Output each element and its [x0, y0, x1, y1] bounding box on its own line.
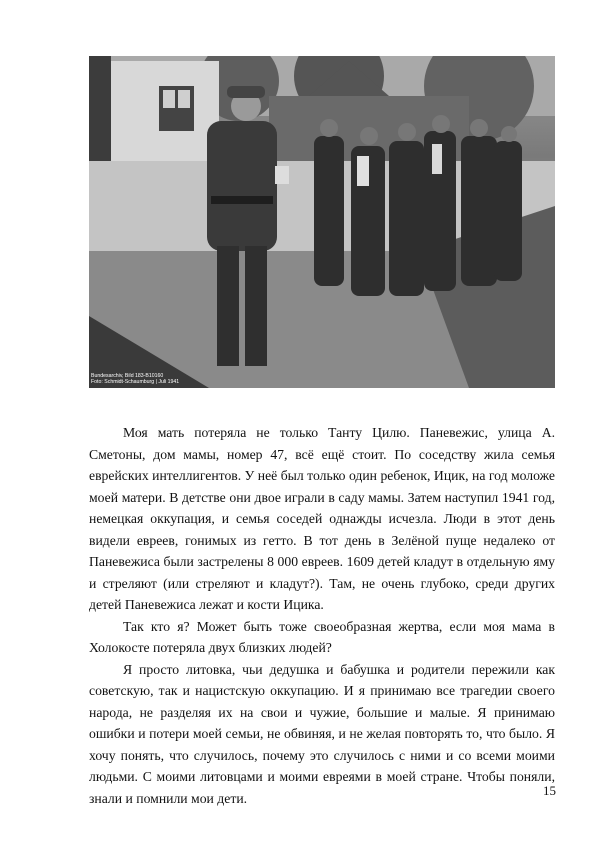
paragraph-3: Я просто литовка, чьи дедушка и бабушка и родители пережили как советскую, так и нацистскую оккупацию. И я принимаю все трагедии своего народа, не разделяя их на свои и чужие, большие и малые. Я принимаю ошибки и потери моей семьи, не обвиняя, и не желая повторять то, что было. Я хочу понять, что случилось, почему это случилось с ними и со всеми моими людьми. С моими литовцами и моими евреями в моей стране. Чтобы поняли, знали и помнили мои дети. [89, 661, 555, 806]
paragraph-1: Моя мать потеряла не только Танту Цилю. Паневежис, улица А. Сметоны, дом мамы, номер 47, всё ещё стоит. По соседству жила семья еврейских интеллигентов. У неё был только один ребенок, Ицик, на год моложе моей матери. В детстве они двое играли в саду мамы. Затем наступил 1941 год, немецкая оккупация, и семья соседей однажды исчезла. Люди в этот день видели евреев, гонимых из гетто. В тот день в Зелёной пуще недалеко от Паневежиса были застрелены 8 000 евреев. 1609 детей кладут в отдельную яму и стреляют (или стреляют и кладут?). Там, не очень глубоко, среди других детей Паневежиса лежат и кости Ицика. [89, 425, 555, 612]
photo-illustration [89, 56, 555, 388]
photo-caption-line-2: Foto: Schmidt-Schaumburg | Juli 1941 [91, 379, 180, 385]
photo-caption [91, 373, 179, 385]
paragraph-2: Так кто я? Может быть тоже своеобразная жертва, если моя мама в Холокосте потеряла двух близких людей? [89, 618, 555, 655]
historical-photo [89, 56, 555, 388]
body-text [89, 422, 555, 809]
photo-caption-line-1: Bundesarchiv, Bild 183-B10160 [91, 373, 164, 379]
page-number: 15 [543, 783, 556, 798]
